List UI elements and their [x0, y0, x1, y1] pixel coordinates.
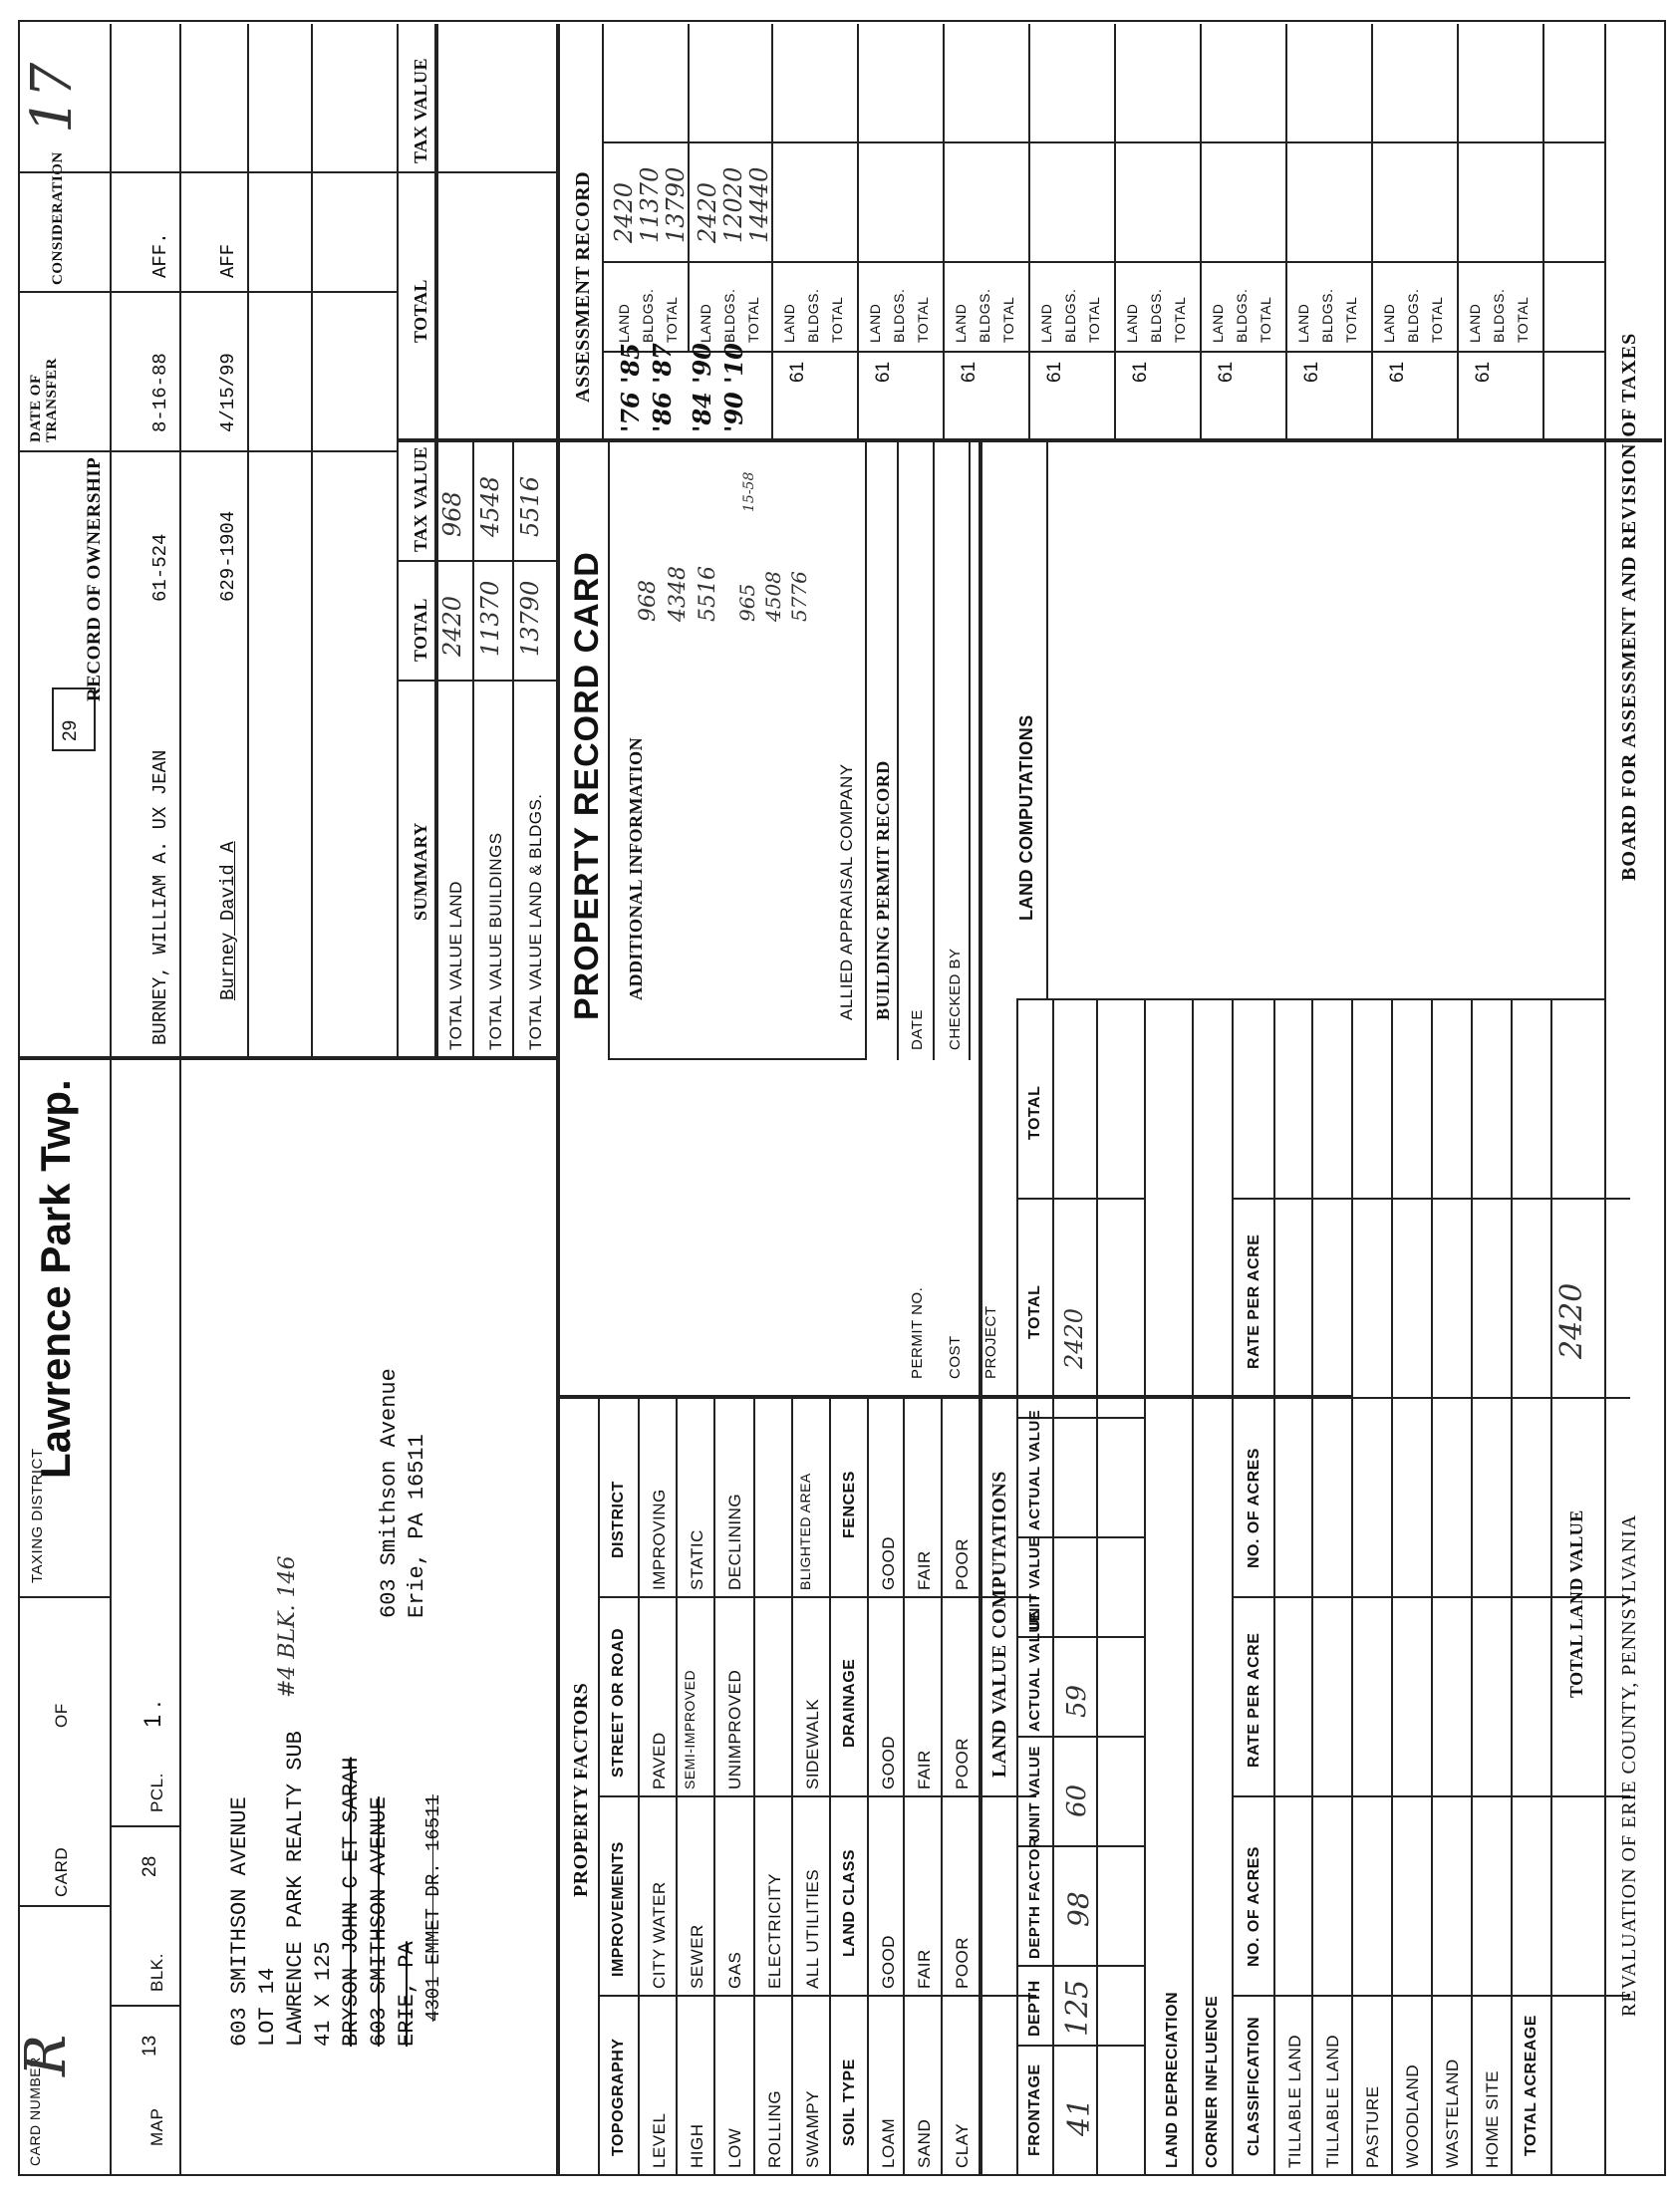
- assessment-value: 2420: [694, 181, 721, 243]
- summary-tax-value: 5516: [516, 475, 544, 537]
- assessment-row-label: LAND: [953, 303, 969, 343]
- pcl-value: 1 .: [140, 1701, 166, 1728]
- assessment-row-label: BLDGS.: [1148, 288, 1164, 343]
- assessment-row-label: LAND: [1124, 303, 1140, 343]
- assessment-row-label: LAND: [1381, 303, 1397, 343]
- property-factors-title: PROPERTY FACTORS: [570, 1682, 592, 1897]
- box-number: 29: [60, 719, 81, 741]
- factor-cell: FAIR: [915, 1750, 934, 1789]
- factors-divider: [598, 1399, 600, 2176]
- factors-divider: [941, 1399, 943, 2176]
- assessment-divider: [1028, 24, 1030, 442]
- land-computations-label: LAND COMPUTATIONS: [1016, 714, 1036, 921]
- note-value: 965: [735, 583, 759, 622]
- divider: [602, 440, 1604, 442]
- land-value-divider: [1273, 1000, 1275, 2176]
- factor-cell: FAIR: [915, 1550, 934, 1590]
- map-row-divider: [179, 1060, 181, 2176]
- assessment-tax-header: TAX VALUE: [411, 57, 430, 163]
- of-label: OF: [52, 1703, 71, 1728]
- address-line1: 603 SMITHSON AVENUE: [227, 1796, 252, 2047]
- project-label: PROJECT: [982, 1305, 999, 1379]
- map-label: MAP: [147, 2107, 166, 2146]
- struck-line3: ERIE, PA: [395, 1941, 420, 2047]
- divider: [1016, 1736, 1144, 1738]
- assessment-row-label: TOTAL: [1172, 296, 1188, 343]
- consideration: AFF.: [149, 232, 171, 278]
- factor-cell: POOR: [953, 1936, 972, 1989]
- factor-cell: GAS: [725, 1951, 744, 1989]
- land-value-divider: [1351, 1000, 1353, 2176]
- mailing-line1: 603 Smithson Avenue: [377, 1368, 402, 1618]
- summary-row-divider: [512, 442, 514, 1060]
- permit-no-label: PERMIT NO.: [909, 1286, 926, 1379]
- acre-header: CLASSIFICATION: [1246, 2016, 1262, 2156]
- factor-cell: POOR: [953, 1537, 972, 1590]
- factor-cell: FAIR: [915, 1949, 934, 1989]
- assessment-row-label: BLDGS.: [1319, 288, 1335, 343]
- deed-book: 61-524: [149, 533, 171, 602]
- factor-cell: DECLINING: [725, 1493, 744, 1590]
- divider: [1016, 998, 1604, 1000]
- factor-col-header: IMPROVEMENTS: [610, 1841, 627, 1977]
- assessment-divider: [857, 24, 859, 442]
- actual-value: 59: [1062, 1684, 1092, 1718]
- acre-header: NO. OF ACRES: [1246, 1846, 1262, 1967]
- divider: [110, 2005, 179, 2007]
- address-line2: LOT 14: [255, 1967, 280, 2047]
- classification-row: TILLABLE LAND: [1285, 2034, 1304, 2168]
- divider: [598, 1795, 1036, 1797]
- classification-row: WASTELAND: [1443, 2059, 1462, 2168]
- factor-cell: GOOD: [879, 1736, 898, 1789]
- factor-cell: SEMI-IMPROVED: [682, 1669, 698, 1789]
- assessment-row-label: TOTAL: [1258, 296, 1273, 343]
- assessment-row-label: BLDGS.: [721, 288, 737, 343]
- summary-total-value: 13790: [516, 580, 544, 657]
- factor-cell: IMPROVING: [650, 1489, 669, 1590]
- assessment-row-label: LAND: [1210, 303, 1226, 343]
- footer-divider: [1604, 24, 1606, 2176]
- land-value-divider: [1550, 1000, 1552, 2176]
- land-value-divider: [1052, 1000, 1054, 2176]
- factors-divider: [713, 1399, 715, 2176]
- summary-tax-value: 4548: [476, 475, 504, 537]
- assessment-year: 61: [1130, 361, 1151, 383]
- struck-line1: BRYSON JOHN C ET SARAH: [339, 1757, 364, 2047]
- land-value-divider: [1511, 1000, 1513, 2176]
- owner-name: Burney David A: [217, 841, 239, 1000]
- factor-cell: HIGH: [688, 2123, 706, 2168]
- factor-cell: ELECTRICITY: [765, 1872, 784, 1989]
- additional-info-box: [608, 438, 867, 1060]
- summary-row-label: TOTAL VALUE LAND: [446, 881, 465, 1050]
- assessment-row-label: LAND: [781, 303, 797, 343]
- permit-date-label: DATE: [909, 1009, 926, 1050]
- divider: [18, 291, 397, 293]
- frontage-value: 41: [1062, 2097, 1097, 2136]
- land-header: ACTUAL VALUE: [1026, 1610, 1043, 1732]
- note-date: 15-58: [741, 471, 757, 512]
- factor-cell: SWAMPY: [803, 2090, 822, 2168]
- assessment-year: 61: [1387, 361, 1408, 383]
- classification-row: PASTURE: [1363, 2085, 1382, 2168]
- assessment-year: 61: [1044, 361, 1065, 383]
- summary-row-label: TOTAL VALUE LAND & BLDGS.: [526, 793, 545, 1050]
- land-header: UNIT VALUE: [1026, 1536, 1043, 1630]
- address-note: #4 BLK. 146: [275, 1555, 300, 1698]
- summary-top-divider: [434, 24, 438, 1060]
- depth-factor-value: 98: [1062, 1891, 1095, 1927]
- assessment-divider: [602, 24, 604, 442]
- ownership-title: RECORD OF OWNERSHIP: [84, 456, 105, 701]
- factor-cell: SAND: [915, 2118, 934, 2168]
- factor-cell: LEVEL: [650, 2112, 669, 2168]
- card-number-label: CARD NUMBER: [27, 2057, 43, 2166]
- land-comp-divider: [1046, 442, 1048, 1000]
- assessment-divider: [943, 24, 945, 442]
- assessment-value: 14440: [745, 166, 773, 243]
- land-value-divider: [1391, 1000, 1393, 2176]
- blk-label: BLK.: [147, 1953, 166, 1992]
- permit-divider: [969, 442, 971, 1060]
- land-value-divider: [1311, 1000, 1313, 2176]
- factor-col-header: TOPOGRAPHY: [610, 2038, 627, 2156]
- assessment-divider: [1200, 24, 1202, 442]
- classification-row: HOME SITE: [1483, 2069, 1502, 2168]
- card-label: CARD: [52, 1846, 71, 1897]
- consideration-header: CONSIDERATION: [50, 151, 66, 285]
- assessment-row-label: TOTAL: [1343, 296, 1359, 343]
- assessment-row-label: BLDGS.: [1234, 288, 1250, 343]
- land-value-divider: [1192, 1000, 1194, 2176]
- assessment-row-label: TOTAL: [1515, 296, 1531, 343]
- transfer-date: 8-16-88: [149, 353, 171, 432]
- ownership-row-divider: [247, 24, 249, 1060]
- struck-line4: 4301 EMMET DR. 16511: [422, 1793, 444, 2022]
- ownership-row-divider: [179, 24, 181, 1060]
- land-header: TOTAL: [1026, 1085, 1043, 1140]
- summary-total-header: TOTAL: [411, 598, 430, 662]
- assessment-year: 61: [1301, 361, 1322, 383]
- divider: [18, 1905, 110, 1907]
- assessment-value: 11370: [636, 166, 664, 243]
- taxing-district-label: TAXING DISTRICT: [29, 1448, 46, 1583]
- factor-cell: LOAM: [879, 2117, 898, 2168]
- factors-divider: [791, 1399, 793, 2176]
- factor-cell: PAVED: [650, 1732, 669, 1789]
- land-header: UNIT VALUE: [1026, 1746, 1043, 1839]
- factor-cell: GOOD: [879, 1536, 898, 1590]
- assessment-divider: [688, 24, 690, 353]
- sheet-number: 17: [20, 62, 85, 134]
- factor-sub-header: FENCES: [841, 1471, 858, 1538]
- cost-label: COST: [947, 1335, 964, 1379]
- ownership-row-divider: [397, 24, 399, 1060]
- land-header: TOTAL: [1026, 1284, 1043, 1339]
- summary-title: SUMMARY: [411, 822, 430, 921]
- factor-cell: LOW: [725, 2127, 744, 2168]
- land-header: ACTUAL VALUE: [1026, 1409, 1043, 1530]
- divider: [18, 1596, 110, 1598]
- factors-divider: [829, 1399, 831, 2176]
- assessment-divider: [1285, 24, 1287, 442]
- consideration: AFF: [217, 243, 239, 278]
- divider: [18, 450, 397, 452]
- ownership-header-divider: [110, 24, 112, 1060]
- divider: [1016, 2045, 1144, 2047]
- unit-value: 60: [1062, 1784, 1092, 1817]
- assessment-row-label: TOTAL: [664, 296, 680, 343]
- land-value-title: LAND VALUE COMPUTATIONS: [988, 1471, 1010, 1778]
- factors-divider: [867, 1399, 869, 2176]
- assessment-row-label: TOTAL: [915, 296, 931, 343]
- assessment-row-label: LAND: [1295, 303, 1311, 343]
- divider: [1016, 1965, 1144, 1967]
- transfer-date: 4/15/99: [217, 353, 239, 432]
- note-value: 968: [636, 580, 661, 622]
- depth-value: 125: [1060, 1979, 1095, 2037]
- assessment-row-label: TOTAL: [745, 296, 761, 343]
- assessment-stamp: '76 '85: [616, 343, 645, 432]
- assessment-row-label: TOTAL: [1086, 296, 1102, 343]
- map-value: 13: [140, 2035, 160, 2057]
- assessment-year: 61: [873, 361, 894, 383]
- land-total-value: 2420: [1060, 1307, 1088, 1369]
- factor-cell: BLIGHTED AREA: [797, 1473, 813, 1590]
- divider: [602, 141, 1604, 143]
- transfer-date-header: DATE OF TRANSFER: [28, 358, 60, 442]
- summary-tax-header: TAX VALUE: [411, 445, 430, 552]
- factor-cell: GOOD: [879, 1935, 898, 1989]
- factors-divider: [638, 1399, 640, 2176]
- acre-header: RATE PER ACRE: [1246, 1234, 1262, 1369]
- factors-divider: [676, 1399, 678, 2176]
- checked-by-label: CHECKED BY: [947, 948, 964, 1050]
- factor-cell: STATIC: [688, 1529, 706, 1590]
- divider: [1016, 1198, 1144, 1200]
- land-header: DEPTH: [1026, 1980, 1043, 2037]
- address-line3: LAWRENCE PARK REALTY SUB: [283, 1731, 308, 2047]
- divider: [598, 1596, 1036, 1598]
- assessment-row-label: BLDGS.: [977, 288, 992, 343]
- assessment-row-label: LAND: [698, 303, 713, 343]
- owner-name: BURNEY, WILLIAM A. UX JEAN: [149, 749, 171, 1045]
- assessment-row-label: BLDGS.: [805, 288, 821, 343]
- assessment-divider: [771, 24, 773, 442]
- mailing-line2: Erie, PA 16511: [405, 1434, 429, 1618]
- assessment-row-label: TOTAL: [1000, 296, 1016, 343]
- divider: [602, 261, 1604, 263]
- blk-value: 28: [140, 1855, 160, 1877]
- assessment-value: 2420: [610, 181, 638, 243]
- assessment-title: ASSESSMENT RECORD: [572, 170, 594, 403]
- land-value-divider: [1431, 1000, 1433, 2176]
- factors-divider: [903, 1399, 905, 2176]
- assessment-row-label: BLDGS.: [1405, 288, 1421, 343]
- acre-header: NO. OF ACRES: [1246, 1448, 1262, 1568]
- factor-cell: CITY WATER: [650, 1881, 669, 1989]
- assessment-stamp: '90 '10: [719, 343, 748, 432]
- divider: [18, 1056, 556, 1060]
- factor-col-header: STREET OR ROAD: [610, 1627, 627, 1778]
- land-header: FRONTAGE: [1026, 2063, 1043, 2156]
- ownership-row-divider: [311, 24, 313, 1060]
- pcl-label: PCL.: [147, 1773, 166, 1812]
- address-line4: 41 X 125: [311, 1941, 336, 2047]
- assessment-divider: [1457, 24, 1459, 442]
- factor-col-header: DISTRICT: [610, 1481, 627, 1558]
- assessment-year: 61: [787, 361, 808, 383]
- total-acreage-label: TOTAL ACREAGE: [1523, 2015, 1540, 2156]
- factor-sub-header: SOIL TYPE: [841, 2059, 858, 2146]
- assessment-row-label: TOTAL: [1429, 296, 1445, 343]
- middle-band-top: [556, 24, 560, 2176]
- assessment-divider: [1542, 24, 1544, 442]
- note-value: 5516: [696, 566, 720, 622]
- land-header: DEPTH FACTOR: [1026, 1836, 1043, 1959]
- land-value-divider: [1016, 1000, 1018, 2176]
- factor-cell: UNIMPROVED: [725, 1669, 744, 1789]
- divider: [602, 351, 1604, 353]
- assessment-row-label: BLDGS.: [891, 288, 907, 343]
- assessment-value: 12020: [719, 166, 747, 243]
- assessment-total-header: TOTAL: [411, 279, 430, 343]
- factor-sub-header: LAND CLASS: [841, 1848, 858, 1957]
- divider: [18, 171, 556, 173]
- assessment-value: 13790: [662, 166, 690, 243]
- factor-cell: CLAY: [953, 2122, 972, 2168]
- land-depreciation-label: LAND DEPRECIATION: [1164, 1991, 1181, 2168]
- header-divider: [110, 1060, 112, 2176]
- summary-total-value: 11370: [476, 580, 504, 657]
- summary-row-divider: [472, 442, 474, 1060]
- permit-divider: [897, 442, 899, 1060]
- note-value: 4348: [666, 566, 691, 622]
- total-land-value-label: TOTAL LAND VALUE: [1566, 1510, 1586, 1698]
- note-value: 4508: [761, 571, 785, 622]
- assessment-divider: [1114, 24, 1116, 442]
- footer-left: REVALUATION OF ERIE COUNTY, PENNSYLVANIA: [1618, 1513, 1640, 2017]
- total-land-value-amount: 2420: [1554, 1282, 1589, 1359]
- note-value: 5776: [787, 571, 811, 622]
- summary-total-value: 2420: [438, 595, 466, 657]
- classification-row: WOODLAND: [1403, 2063, 1422, 2168]
- divider: [110, 1825, 179, 1827]
- land-value-top: [979, 442, 982, 2176]
- classification-row: TILLABLE LAND: [1323, 2034, 1342, 2168]
- land-value-divider: [1096, 1000, 1098, 2176]
- footer-right: BOARD FOR ASSESSMENT AND REVISION OF TAXES: [1618, 332, 1640, 881]
- land-value-divider: [1232, 1000, 1234, 2176]
- divider: [397, 560, 556, 562]
- summary-row-label: TOTAL VALUE BUILDINGS: [486, 832, 505, 1050]
- divider: [598, 1995, 1036, 1997]
- assessment-year: 61: [1216, 361, 1237, 383]
- land-value-divider: [1471, 1000, 1473, 2176]
- acre-header: RATE PER ACRE: [1246, 1632, 1262, 1768]
- assessment-row-label: BLDGS.: [640, 288, 656, 343]
- assessment-row-label: LAND: [1038, 303, 1054, 343]
- land-value-divider: [1144, 1000, 1146, 2176]
- assessment-row-label: LAND: [867, 303, 883, 343]
- additional-info-label: ADDITIONAL INFORMATION: [626, 736, 646, 1000]
- factor-cell: SIDEWALK: [803, 1698, 822, 1789]
- assessment-divider: [1371, 24, 1373, 442]
- assessment-year: 61: [1473, 361, 1494, 383]
- assessment-row-label: TOTAL: [829, 296, 845, 343]
- struck-line2: 603 SMITHSON AVENUE: [367, 1796, 392, 2047]
- district-name: Lawrence Park Twp.: [32, 1079, 79, 1479]
- assessment-year: 61: [959, 361, 980, 383]
- factor-cell: ALL UTILITIES: [803, 1868, 822, 1989]
- assessment-row-label: BLDGS.: [1491, 288, 1507, 343]
- factor-cell: SEWER: [688, 1924, 706, 1989]
- appraisal-company: ALLIED APPRAISAL COMPANY: [837, 763, 856, 1020]
- deed-book: 629-1904: [217, 510, 239, 602]
- factor-sub-header: DRAINAGE: [841, 1658, 858, 1748]
- summary-tax-value: 968: [438, 491, 466, 537]
- record-card-title: PROPERTY RECORD CARD: [568, 551, 606, 1020]
- factor-cell: POOR: [953, 1737, 972, 1789]
- card-number-value: R: [14, 2034, 79, 2076]
- permit-divider: [933, 442, 935, 1060]
- assessment-row-label: LAND: [1467, 303, 1483, 343]
- permit-title: BUILDING PERMIT RECORD: [873, 760, 893, 1020]
- factors-divider: [753, 1399, 755, 2176]
- corner-influence-label: CORNER INFLUENCE: [1204, 1995, 1221, 2168]
- assessment-stamp: '86 '87: [648, 343, 677, 432]
- factor-cell: ROLLING: [765, 2089, 784, 2168]
- assessment-row-label: BLDGS.: [1062, 288, 1078, 343]
- divider: [397, 680, 556, 682]
- assessment-row-label: LAND: [616, 303, 632, 343]
- assessment-stamp: '84 '90: [688, 343, 716, 432]
